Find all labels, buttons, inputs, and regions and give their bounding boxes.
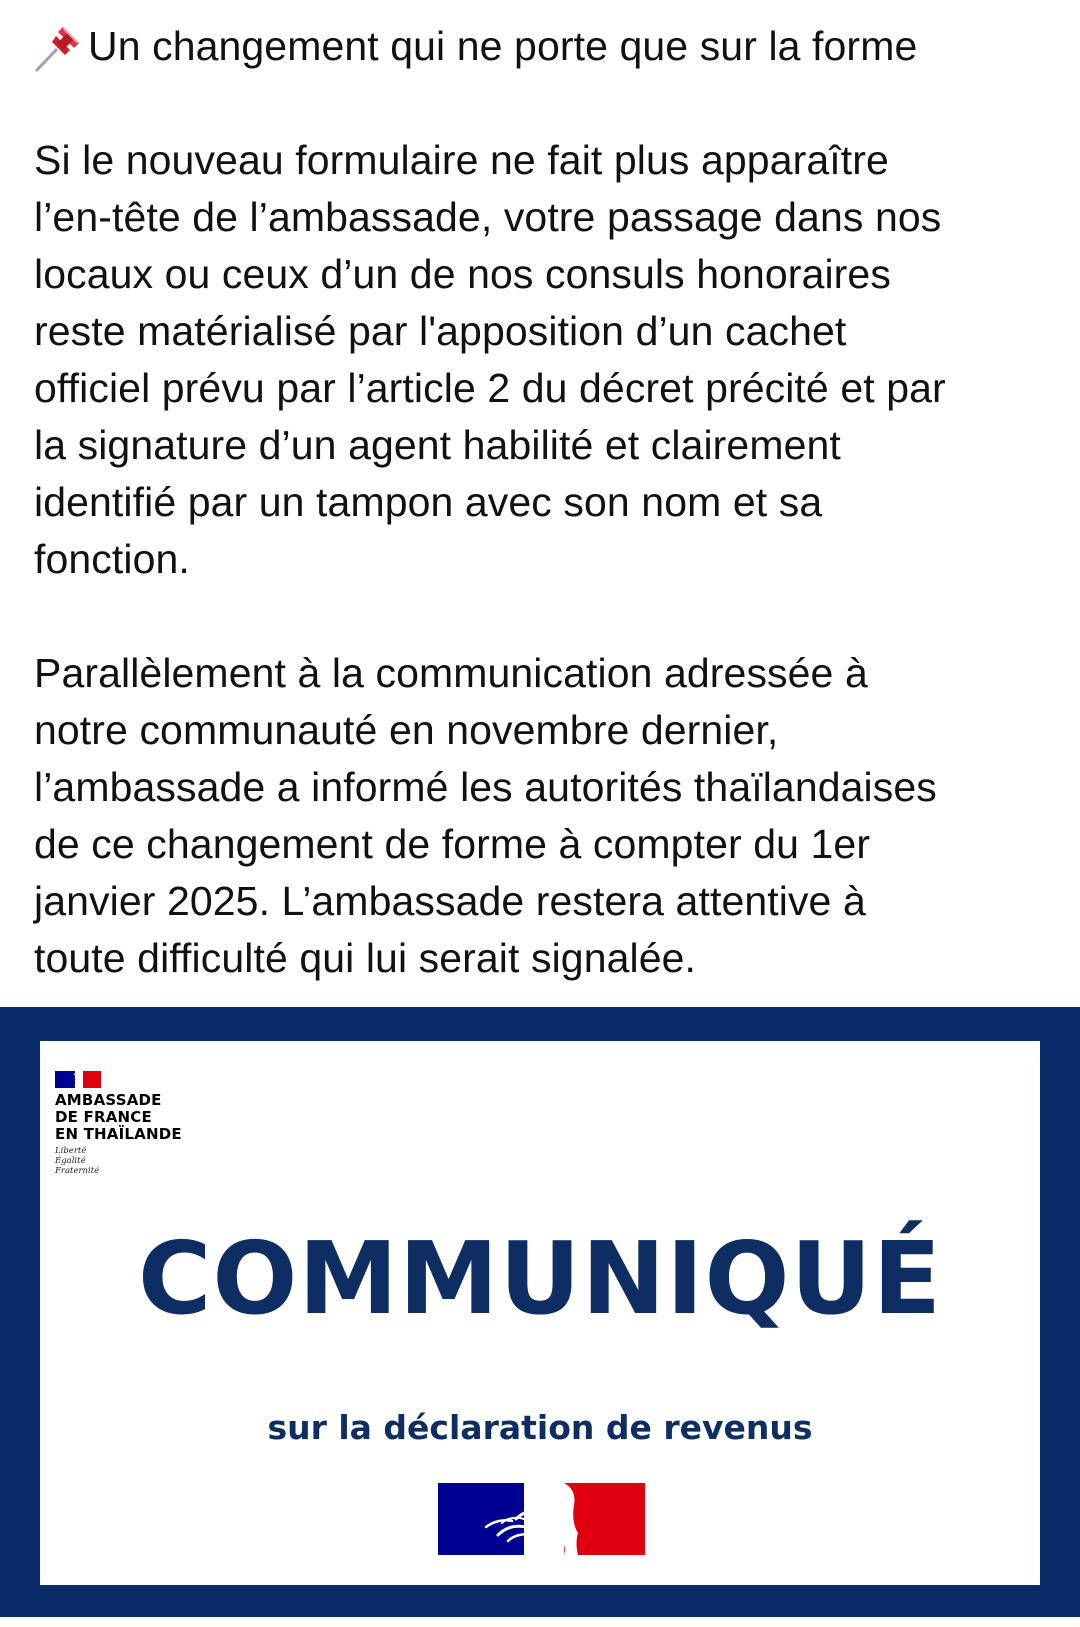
motto-fraternite: Fraternité [55,1166,100,1176]
flag-logo-icon [55,1071,101,1088]
communique-subtitle: sur la déclaration de revenus [267,1408,813,1447]
embassy-name [55,1092,182,1143]
post-text [34,18,1064,987]
republic-motto [55,1146,182,1176]
communique-image[interactable] [0,1007,1080,1617]
embassy-name-line-1: AMBASSADE [55,1091,162,1109]
motto-liberte: Liberté [55,1146,87,1156]
communique-card [40,1041,1040,1585]
embassy-name-line-2: DE FRANCE [55,1108,152,1126]
pushpin-icon [32,20,86,74]
post-paragraph-1: Si le nouveau formulaire ne fait plus apparaître l’en-tête de l’ambassade, votre passage dans nos locaux ou ceux d’un de nos consuls honoraires reste matérialisé par l'apposition d’un cachet officiel prévu par l’article 2 du décret précité et par la signature d’un agent habilité et clairement identifié par un tampon avec son nom et sa fonction. [34,137,946,582]
post-paragraph-2: Parallèlement à la communication adressée à notre communauté en novembre dernier, l’ambassade a informé les autorités thaïlandaises de ce changement de forme à compter du 1er janvier 2025. L’ambassade restera attentive à toute difficulté qui lui serait signalée. [34,650,937,981]
motto-egalite: Égalité [55,1156,86,1166]
post-heading [34,18,1064,75]
marianne-flag-icon [438,1481,645,1557]
communique-title: COMMUNIQUÉ [137,1220,943,1337]
embassy-name-line-3: EN THAÏLANDE [55,1125,182,1143]
embassy-logo [55,1071,182,1176]
post-heading-text: Un changement qui ne porte que sur la forme [88,23,918,69]
